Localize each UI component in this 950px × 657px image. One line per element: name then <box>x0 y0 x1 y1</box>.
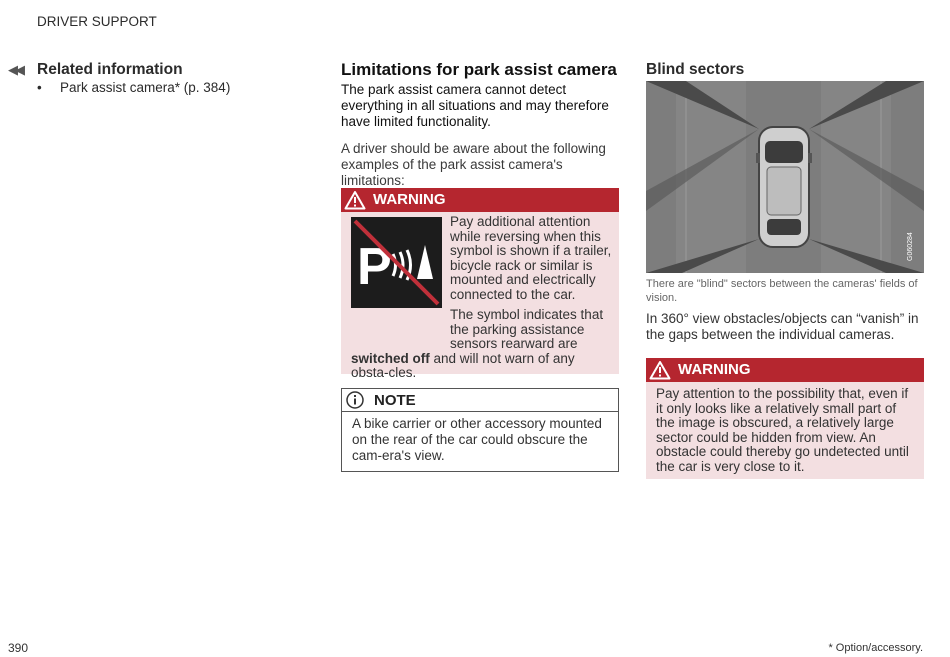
section-header: DRIVER SUPPORT <box>37 14 157 29</box>
related-link-item[interactable] <box>37 80 230 95</box>
warning-text-2 <box>351 308 613 381</box>
limitations-body: A driver should be aware about the following examples of the park assist camera's limitations: <box>341 141 606 188</box>
warning-label: WARNING <box>373 191 446 208</box>
warning-text-2a: The symbol indicates that the parking assistance sensors rearward are <box>450 307 604 351</box>
double-chevron-left-icon[interactable]: ◀◀ <box>8 62 22 77</box>
svg-text:P: P <box>357 238 392 296</box>
warning-text: Pay attention to the possibility that, even if it only looks like a relatively small part of the image is obscured, a relatively large sector could be hidden from view. An obstacle could thereby go undetected until the car is very close to it. <box>656 386 909 474</box>
warning-label: WARNING <box>678 361 751 378</box>
page-number: 390 <box>8 641 29 655</box>
blind-sector-illustration <box>646 81 924 273</box>
note-header <box>342 389 618 412</box>
related-information-title: Related information <box>37 61 183 78</box>
warning-header <box>646 358 924 382</box>
note-box <box>341 388 619 472</box>
warning-text-2-bold: switched off <box>351 350 430 366</box>
note-text: A bike carrier or other accessory mounted on the rear of the car could obscure the cam-era's view. <box>352 416 602 463</box>
warning-box-limitations <box>341 188 619 380</box>
limitations-title: Limitations for park assist camera <box>341 60 617 79</box>
warning-box-blind-sectors <box>646 358 924 479</box>
figure-caption: There are "blind" sectors between the cameras' fields of vision. <box>646 278 918 304</box>
note-label: NOTE <box>374 392 416 409</box>
blind-sectors-title: Blind sectors <box>646 61 745 78</box>
warning-triangle-icon <box>344 190 366 215</box>
warning-triangle-icon <box>649 360 671 385</box>
warning-text-1: Pay additional attention while reversing when this symbol is shown if a trailer, bicycle rack or similar is mounted and electrically connected to the car. <box>450 214 612 302</box>
bullet: • <box>37 80 42 95</box>
limitations-lead: The park assist camera cannot detect everything in all situations and may therefore have limited functionality. <box>341 82 609 129</box>
info-circle-icon <box>345 391 365 414</box>
warning-header <box>341 188 619 212</box>
parking-sensor-off-icon <box>351 217 442 308</box>
blind-sectors-body: In 360° view obstacles/objects can “vanish” in the gaps between the individual cameras. <box>646 311 919 342</box>
related-link-text[interactable]: Park assist camera* (p. 384) <box>60 80 231 95</box>
footnote: * Option/accessory. <box>828 642 923 654</box>
figure-code: G060284 <box>907 232 914 261</box>
warning-text-2b: and will not warn of any obsta-cles. <box>351 350 575 380</box>
